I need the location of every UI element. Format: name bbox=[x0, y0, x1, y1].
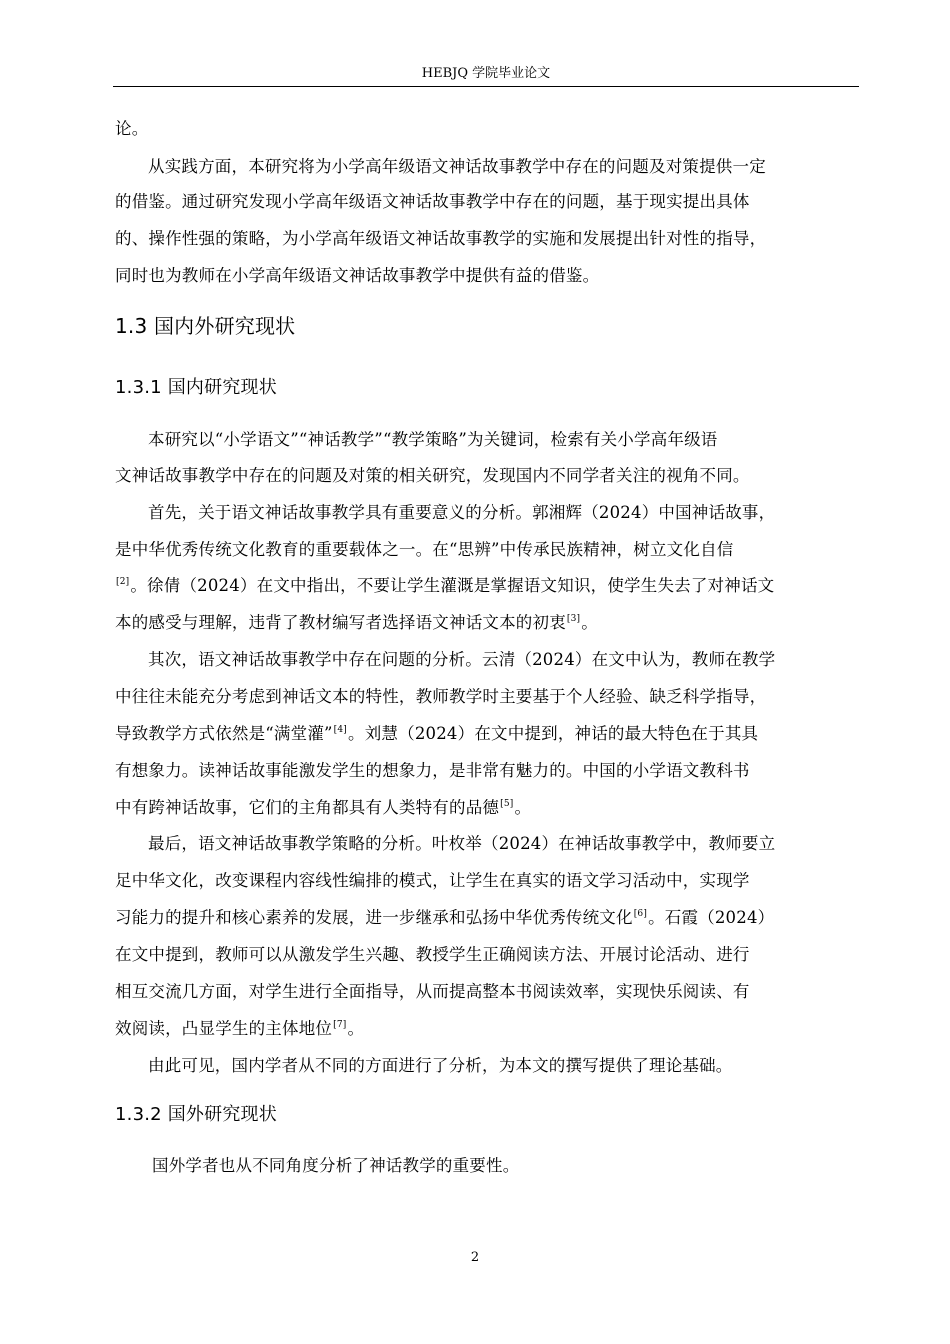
body-line: 文神话故事教学中存在的问题及对策的相关研究，发现国内不同学者关注的视角不同。 bbox=[115, 466, 750, 485]
body-line: 中往往未能充分考虑到神话文本的特性，教师教学时主要基于个人经验、缺乏科学指导， bbox=[115, 687, 767, 706]
body-line: 相互交流几方面，对学生进行全面指导，从而提高整本书阅读效率，实现快乐阅读、有 bbox=[115, 982, 750, 1001]
body-line: 有想象力。读神话故事能激发学生的想象力，是非常有魅力的。中国的小学语文教科书 bbox=[115, 761, 750, 780]
body-line: 效阅读，凸显学生的主体地位[7]。 bbox=[115, 1019, 365, 1038]
citation-ref: [7] bbox=[333, 1020, 347, 1030]
section-heading: 1.3 国内外研究现状 bbox=[115, 314, 296, 338]
body-line: 的、操作性强的策略，为小学高年级语文神话故事教学的实施和发展提出针对性的指导， bbox=[115, 229, 767, 248]
body-line: 的借鉴。通过研究发现小学高年级语文神话故事教学中存在的问题，基于现实提出具体 bbox=[115, 192, 750, 211]
citation-ref: [2] bbox=[116, 577, 130, 587]
body-line: 首先，关于语文神话故事教学具有重要意义的分析。郭湘辉（2024）中国神话故事， bbox=[148, 503, 776, 522]
body-line: 从实践方面，本研究将为小学高年级语文神话故事教学中存在的问题及对策提供一定 bbox=[148, 157, 766, 176]
header-divider bbox=[113, 86, 859, 87]
page-number: 2 bbox=[470, 1250, 480, 1265]
citation-ref: [3] bbox=[566, 614, 581, 624]
body-line: [2]。徐倩（2024）在文中指出，不要让学生灌溉是掌握语文知识，使学生失去了对神话文 bbox=[116, 576, 775, 595]
subsection-heading: 1.3.2 国外研究现状 bbox=[115, 1104, 277, 1125]
body-line: 在文中提到，教师可以从激发学生兴趣、教授学生正确阅读方法、开展讨论活动、进行 bbox=[115, 945, 750, 964]
body-line: 本研究以“小学语文”“神话教学”“教学策略”为关键词，检索有关小学高年级语 bbox=[148, 430, 718, 449]
body-line: 同时也为教师在小学高年级语文神话故事教学中提供有益的借鉴。 bbox=[115, 266, 600, 285]
citation-ref: [6] bbox=[633, 909, 648, 919]
body-line: 论。 bbox=[115, 119, 149, 138]
body-line: 足中华文化，改变课程内容线性编排的模式，让学生在真实的语文学习活动中，实现学 bbox=[115, 871, 750, 890]
subsection-heading: 1.3.1 国内研究现状 bbox=[115, 377, 277, 398]
body-line: 中有跨神话故事，它们的主角都具有人类特有的品德[5]。 bbox=[115, 798, 532, 817]
body-line: 习能力的提升和核心素养的发展，进一步继承和弘扬中华优秀传统文化[6]。石霞（2024） bbox=[115, 908, 775, 927]
body-line: 由此可见，国内学者从不同的方面进行了分析，为本文的撰写提供了理论基础。 bbox=[148, 1056, 733, 1075]
citation-ref: [4] bbox=[333, 725, 348, 735]
body-line: 其次，语文神话故事教学中存在问题的分析。云清（2024）在文中认为，教师在教学 bbox=[148, 650, 776, 669]
running-header: HEBJQ 学院毕业论文 bbox=[421, 66, 551, 81]
body-line: 是中华优秀传统文化教育的重要载体之一。在“思辨”中传承民族精神，树立文化自信 bbox=[115, 540, 734, 559]
body-line: 导致教学方式依然是“满堂灌”[4]。刘慧（2024）在文中提到，神话的最大特色在于其具 bbox=[115, 724, 759, 743]
body-line: 国外学者也从不同角度分析了神话教学的重要性。 bbox=[152, 1156, 520, 1175]
body-line: 最后，语文神话故事教学策略的分析。叶枚举（2024）在神话故事教学中，教师要立 bbox=[148, 834, 776, 853]
citation-ref: [5] bbox=[500, 799, 514, 809]
body-line: 本的感受与理解，违背了教材编写者选择语文神话文本的初衷[3]。 bbox=[115, 613, 598, 632]
